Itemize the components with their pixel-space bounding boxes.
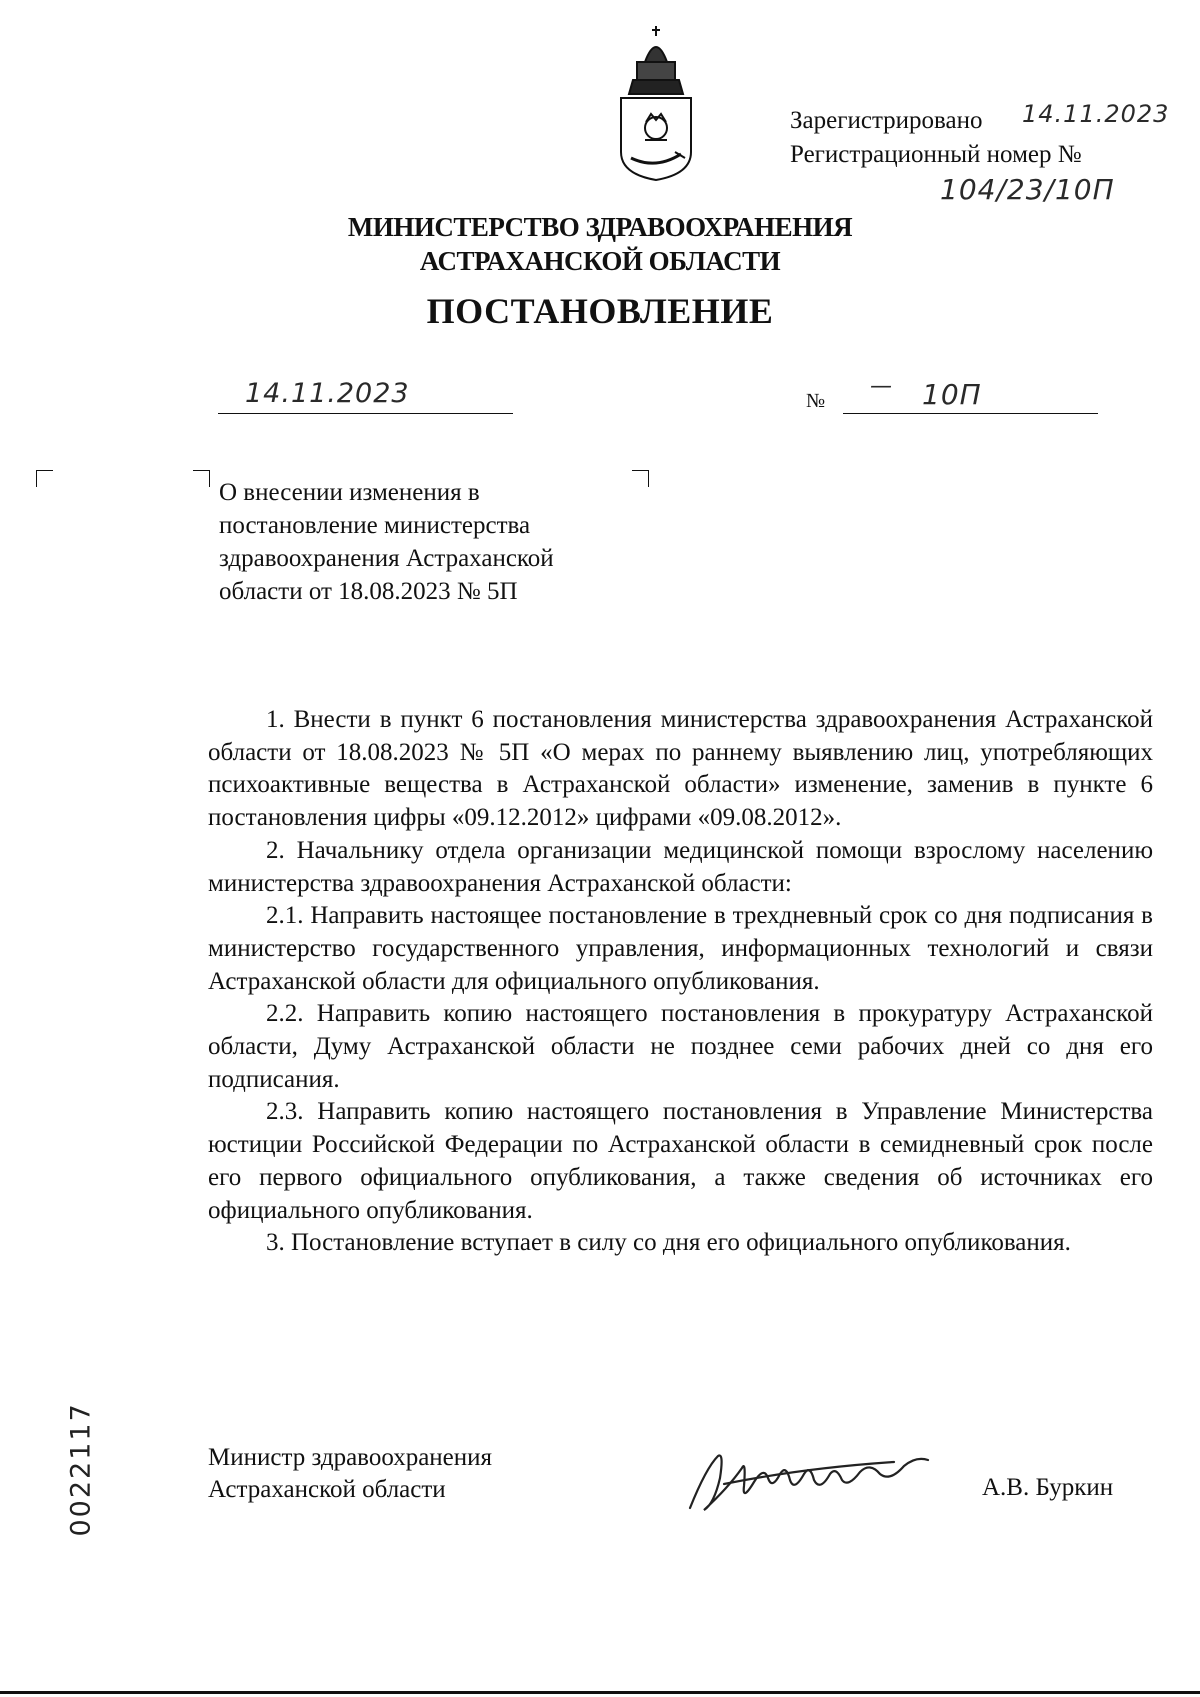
ministry-name: [0, 210, 1200, 278]
ministry-line-2: АСТРАХАНСКОЙ ОБЛАСТИ: [419, 246, 781, 276]
signatory-name: А.В. Буркин: [982, 1474, 1114, 1501]
registered-date-handwritten: 14.11.2023: [1022, 100, 1170, 128]
registration-number-handwritten: 104/23/10П: [940, 173, 1115, 206]
paragraph-2-2: 2.2. Направить копию настоящего постановления в прокуратуру Астраханской области, Думу Астраханской области не позднее семи рабочих дней со дня его подписания.: [208, 1000, 1153, 1093]
subject-line-1: О внесении изменения в: [219, 479, 480, 506]
ministry-line-1: МИНИСТЕРСТВО ЗДРАВООХРАНЕНИЯ: [347, 212, 853, 242]
subject-line-3: здравоохранения Астраханской: [219, 545, 554, 572]
paragraph-2: 2. Начальнику отдела организации медицинской помощи взрослому населению министерства здравоохранения Астраханской области:: [208, 836, 1153, 897]
signatory-position: [208, 1442, 492, 1506]
paragraph-1: 1. Внести в пункт 6 постановления министерства здравоохранения Астраханской области от 18.08.2023 № 5П «О мерах по раннему выявлению лиц, употребляющих психоактивные вещества в Астраханской области» изменение, заменив в пункте 6 постановления цифры «09.12.2012» цифрами «09.08.2012».: [208, 706, 1153, 832]
document-date-handwritten: 14.11.2023: [245, 378, 410, 409]
registration-number-label: Регистрационный номер №: [790, 141, 1082, 168]
handwritten-signature: [684, 1438, 944, 1520]
subject-line-2: постановление министерства: [219, 512, 531, 539]
paragraph-2-1: 2.1. Направить настоящее постановление в трехдневный срок со дня подписания в министерство государственного управления, информационных технологий и связи Астраханской области для официального опубликования.: [208, 902, 1153, 995]
document-body: [208, 704, 1153, 1260]
document-number-handwritten: 10П: [922, 378, 982, 411]
subject-close-bracket: [632, 470, 649, 487]
page-bottom-edge: [0, 1691, 1200, 1694]
registered-label: Зарегистрировано: [790, 107, 983, 134]
number-underline: [843, 413, 1098, 414]
left-margin-bracket: [36, 470, 53, 487]
subject-open-bracket: [193, 470, 210, 487]
date-underline: [218, 413, 513, 414]
paragraph-2-3: 2.3. Направить копию настоящего постановления в Управление Министерства юстиции Российской Федерации по Астраханской области в семидневный срок после его первого официального опубликования, а также сведения об источниках его официального опубликования.: [208, 1098, 1153, 1224]
document-subject: [219, 476, 554, 608]
subject-line-4: области от 18.08.2023 № 5П: [219, 578, 518, 605]
number-dash: —: [870, 374, 893, 399]
document-type-title: ПОСТАНОВЛЕНИЕ: [426, 291, 774, 331]
coat-of-arms-emblem: [615, 22, 697, 182]
number-sign: №: [806, 390, 826, 412]
side-document-number: 0022117: [65, 1402, 97, 1537]
signatory-position-line-1: Министр здравоохранения: [208, 1444, 493, 1471]
signatory-position-line-2: Астраханской области: [208, 1476, 446, 1503]
paragraph-3: 3. Постановление вступает в силу со дня его официального опубликования.: [266, 1229, 1071, 1257]
